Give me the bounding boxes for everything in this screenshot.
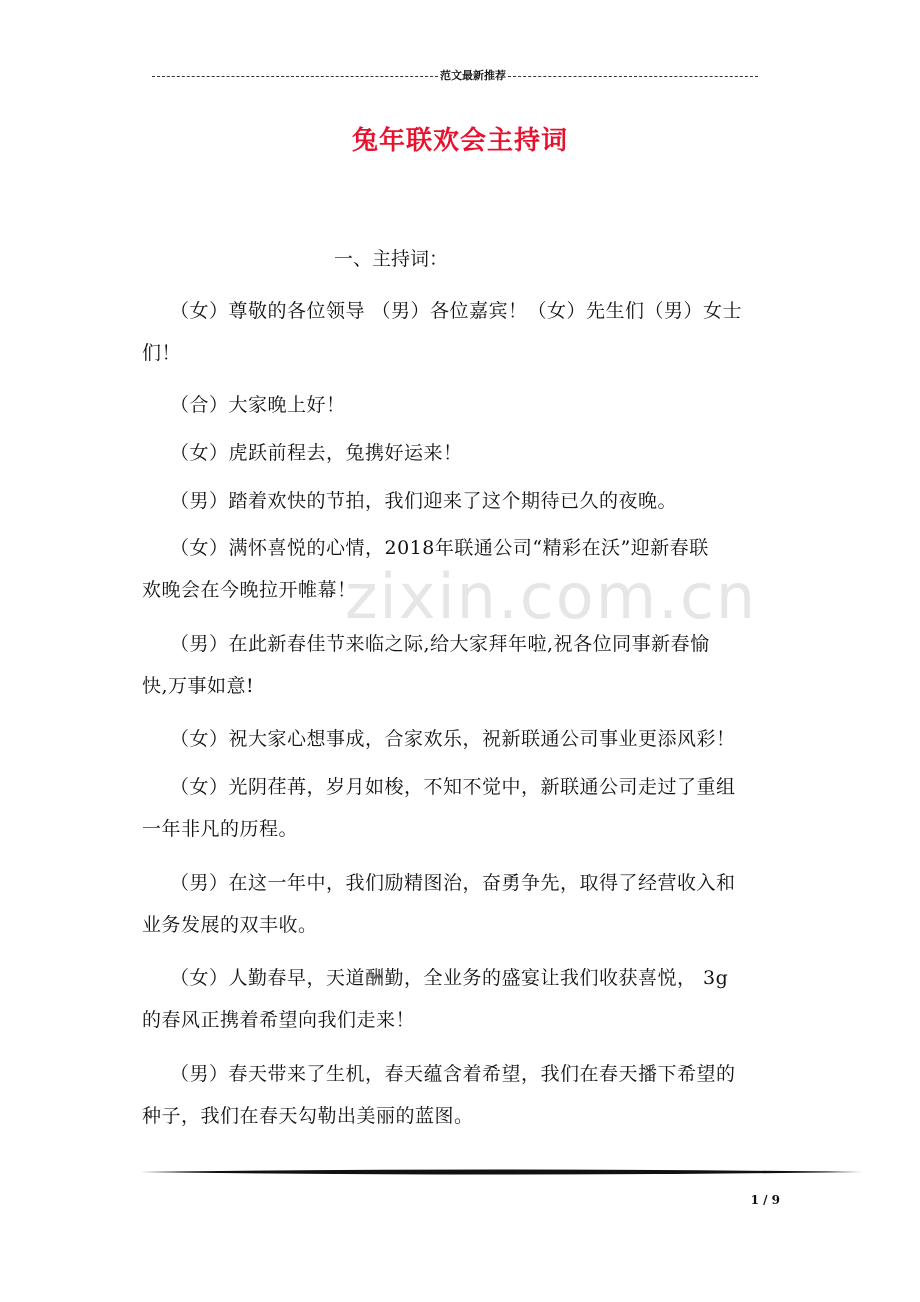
page-number: 1 / 9 [750,1193,780,1207]
paragraph-line: （合）大家晚上好！ [170,394,346,416]
paragraph-line: （女）光阴荏苒，岁月如梭，不知不觉中，新联通公司走过了重组 [170,776,736,798]
paragraph-continuation: 们！ [142,342,182,364]
paragraph-line: （女）尊敬的各位领导 （男）各位嘉宾！（女）先生们（男）女士 [170,300,743,322]
dialogue-paragraph [142,766,782,850]
paragraph-continuation: 欢晚会在今晚拉开帷幕！ [142,579,357,601]
dialogue-paragraph [142,527,782,611]
dialogue-paragraph [142,718,782,760]
dialogue-paragraph [142,957,782,1041]
header-dash-left [152,76,438,77]
paragraph-line: （男）在此新春佳节来临之际,给大家拜年啦,祝各位同事新春愉 [170,633,710,655]
paragraph-continuation: 种子，我们在春天勾勒出美丽的蓝图。 [142,1105,474,1127]
dialogue-paragraph [142,1053,782,1137]
dialogue-paragraph [142,623,782,707]
page-header [140,68,770,84]
paragraph-line: （女）人勤春早，天道酬勤，全业务的盛宴让我们收获喜悦， 3g [170,967,729,989]
paragraph-line: （男）在这一年中，我们励精图治，奋勇争先，取得了经营收入和 [170,872,736,894]
watermark: zixin.com.cn [345,560,758,633]
paragraph-continuation: 的春风正携着希望向我们走来！ [142,1009,416,1031]
header-label: 范文最新推荐 [440,69,506,82]
dialogue-paragraph [142,862,782,946]
paragraph-line: （女）满怀喜悦的心情，2018年联通公司“精彩在沃”迎新春联 [170,537,709,559]
dialogue-paragraph [142,290,782,374]
footer-rule [140,1168,862,1176]
paragraph-line: （女）虎跃前程去，兔携好运来！ [170,442,463,464]
dialogue-paragraph [142,384,782,426]
section-heading: 一、主持词： [334,248,449,270]
dialogue-paragraph [142,432,782,474]
document-title: 兔年联欢会主持词 [351,126,568,156]
paragraph-continuation: 业务发展的双丰收。 [142,914,318,936]
header-dash-right [508,76,758,77]
paragraph-line: （男）春天带来了生机，春天蕴含着希望，我们在春天播下希望的 [170,1063,736,1085]
paragraph-continuation: 一年非凡的历程。 [142,818,299,840]
paragraph-continuation: 快,万事如意! [142,675,255,697]
paragraph-line: （男）踏着欢快的节拍，我们迎来了这个期待已久的夜晚。 [170,490,678,512]
paragraph-line: （女）祝大家心想事成，合家欢乐，祝新联通公司事业更添风彩！ [170,728,736,750]
dialogue-paragraph [142,480,782,522]
